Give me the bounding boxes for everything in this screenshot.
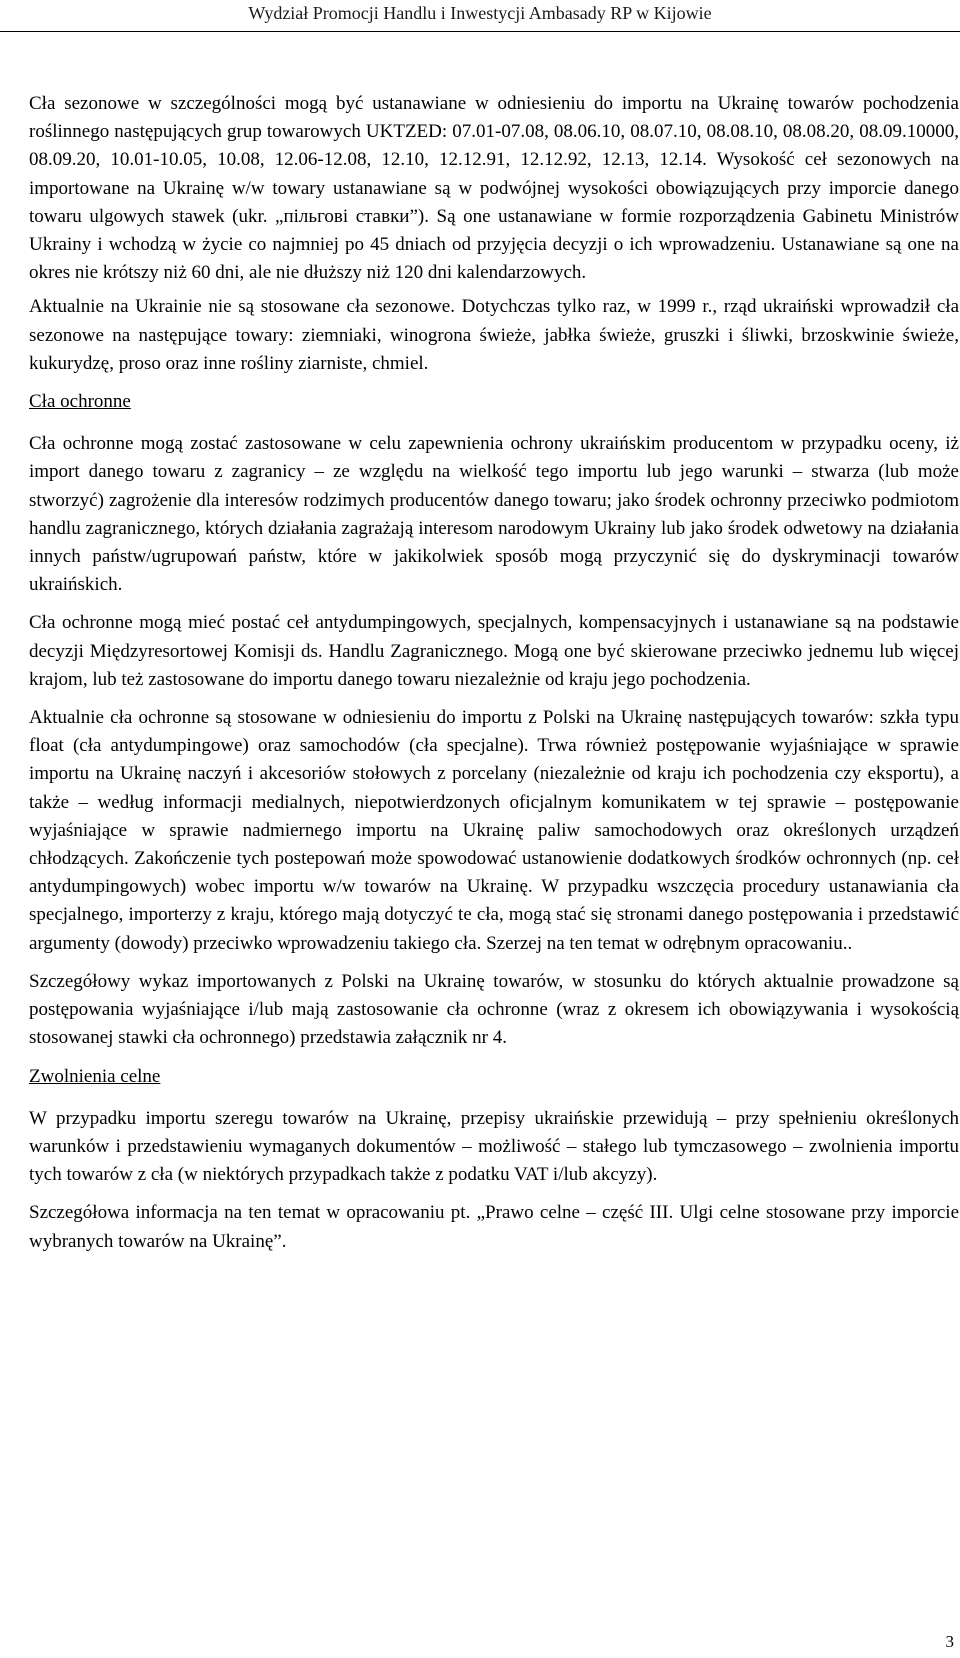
paragraph-protective-forms: Cła ochronne mogą mieć postać ceł antydumpingowych, specjalnych, kompensacyjnych i ustanawiane są na podstawie decyzji Międzyresortowej Komisji ds. Handlu Zagranicznego. Mogą one być skierowane przeciwko jednemu lub więcej krajom, lub też zastosowane do importu danego towaru niezależnie od kraju jego pochodzenia. xyxy=(29,612,959,690)
paragraph-seasonal-current: Aktualnie na Ukrainie nie są stosowane cła sezonowe. Dotychczas tylko raz, w 1999 r., rząd ukraiński wprowadził cła sezonowe na następujące towary: ziemniaki, winogrona świeże, jabłka świeże, gruszki i śliwki, brzoskwinie świeże, kukurydzę, proso oraz inne rośliny ziarniste, chmiel. xyxy=(29,296,959,374)
page-header xyxy=(0,0,960,32)
document-body xyxy=(29,90,959,1262)
section-heading-exemptions: Zwolnienia celne xyxy=(29,1065,161,1087)
paragraph-exemptions: W przypadku importu szeregu towarów na Ukrainę, przepisy ukraińskie przewidują – przy spełnieniu określonych warunków i przedstawieniu wymaganych dokumentów – możliwość – stałego lub tymczasowego – zwolnienia importu tych towarów z cła (w niektórych przypadkach także z podatku VAT i/lub akcyzy). xyxy=(29,1107,959,1186)
page-number: 3 xyxy=(945,1632,954,1651)
paragraph-exemptions-reference: Szczegółowa informacja na ten temat w opracowaniu pt. „Prawo celne – część III. Ulgi celne stosowane przy imporcie wybranych towarów na Ukrainę”. xyxy=(29,1202,959,1252)
paragraph-protective-current: Aktualnie cła ochronne są stosowane w odniesieniu do importu z Polski na Ukrainę następujących towarów: szkła typu float (cła antydumpingowe) oraz samochodów (cła specjalne). Trwa również postępowanie wyjaśniające w sprawie importu na Ukrainę naczyń i akcesoriów stołowych z porcelany (niezależnie od kraju ich pochodzenia czy eksportu), a także – według informacji medialnych, niepotwierdzonych oficjalnym komunikatem w tej sprawie – postępowanie wyjaśniające w sprawie nadmiernego importu na Ukrainę paliw samochodowych oraz określonych urządzeń chłodzących. Zakończenie tych postepowań może spowodować ustanowienie dodatkowych środków ochronnych (np. ceł antydumpingowych) wobec importu w/w towarów na Ukrainę. W przypadku wszczęcia procedury ustanawiania cła specjalnego, importerzy z kraju, którego mają dotyczyć te cła, mogą stać się stronami danego postępowania i przedstawić argumenty (dowody) przeciwko wprowadzeniu takiego cła. Szerzej na ten temat w odrębnym opracowaniu.. xyxy=(29,707,959,954)
paragraph-seasonal-duties: Cła sezonowe w szczególności mogą być ustanawiane w odniesieniu do importu na Ukrainę towarów pochodzenia roślinnego następujących grup towarowych UKTZED: 07.01-07.08, 08.06.10, 08.07.10, 08.08.10, 08.08.20, 08.09.10000, 08.09.20, 10.01-10.05, 10.08, 12.06-12.08, 12.10, 12.12.91, 12.12.92, 12.13, 12.14. Wysokość ceł sezonowych na importowane na Ukrainę w/w towary ustanawiane są w podwójnej wysokości obowiązujących przy imporcie danego towaru ulgowych stawek (ukr. „пільгові ставки”). Są one ustanawiane w formie rozporządzenia Gabinetu Ministrów Ukrainy i wchodzą w życie co najmniej po 45 dniach od przyjęcia decyzji o ich wprowadzeniu. Ustanawiane są one na okres nie krótszy niż 60 dni, ale nie dłuższy niż 120 dni kalendarzowych. xyxy=(29,93,959,284)
section-heading-protective-duties: Cła ochronne xyxy=(29,391,131,413)
paragraph-detailed-list: Szczegółowy wykaz importowanych z Polski na Ukrainę towarów, w stosunku do których aktualnie prowadzone są postępowania wyjaśniające i/lub mają zastosowanie cła ochronne (wraz z okresem ich obowiązywania i wysokością stosowanej stawki cła ochronnego) przedstawia załącznik nr 4. xyxy=(29,970,959,1049)
paragraph-protective-purpose: Cła ochronne mogą zostać zastosowane w celu zapewnienia ochrony ukraińskim producentom w przypadku oceny, iż import danego towaru z zagranicy – ze względu na wielkość tego importu lub jego warunki – stwarza (lub może stworzyć) zagrożenie dla interesów rodzimych producentów danego towaru; jako środek ochronny przeciwko podmiotom handlu zagranicznego, których działania zagrażają interesom narodowym Ukrainy lub jako środek odwetowy na działania innych państw/ugrupowań państw, które w jakikolwiek sposób mogą przyczynić się do dyskryminacji towarów ukraińskich. xyxy=(29,433,959,596)
header-title: Wydział Promocji Handlu i Inwestycji Ambasady RP w Kijowie xyxy=(248,3,712,23)
